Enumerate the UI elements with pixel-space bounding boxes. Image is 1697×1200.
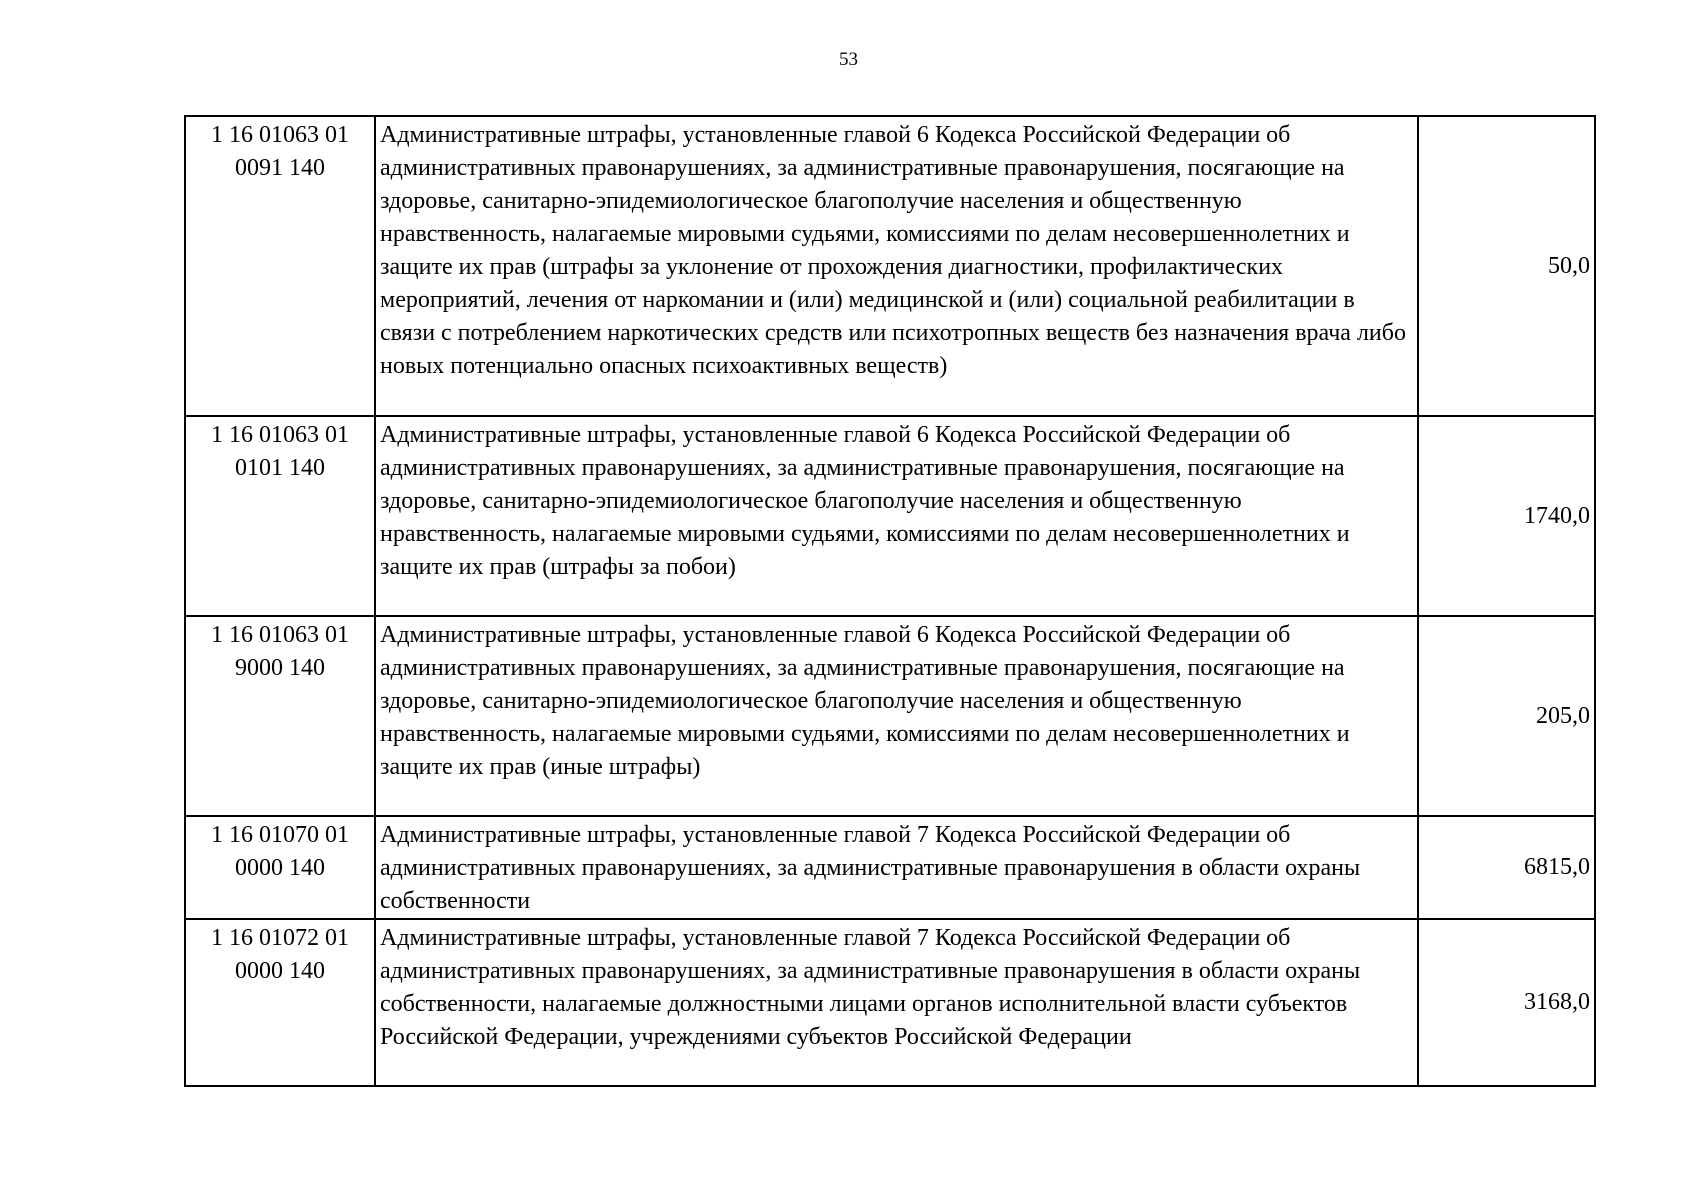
- table-row: [185, 919, 1595, 1086]
- budget-code-cell: [185, 816, 375, 919]
- budget-code-line: 0000 140: [235, 958, 325, 984]
- table-row: [185, 116, 1595, 416]
- revenue-name-cell: Административные штрафы, установленные главой 6 Кодекса Российской Федерации об административных правонарушениях, за административные правонарушения, посягающие на здоровье, санитарно-эпидемиологическое благополучие населения и общественную нравственность, налагаемые мировыми судьями, комиссиями по делам несовершеннолетних и защите их прав (иные штрафы): [375, 616, 1418, 816]
- budget-code-cell: [185, 116, 375, 416]
- budget-code-line: 0091 140: [235, 155, 325, 181]
- revenue-name-cell: Административные штрафы, установленные главой 6 Кодекса Российской Федерации об административных правонарушениях, за административные правонарушения, посягающие на здоровье, санитарно-эпидемиологическое благополучие населения и общественную нравственность, налагаемые мировыми судьями, комиссиями по делам несовершеннолетних и защите их прав (штрафы за побои): [375, 416, 1418, 616]
- budget-code-line: 1 16 01070 01: [211, 822, 349, 848]
- budget-code-line: 1 16 01063 01: [211, 122, 349, 148]
- amount-cell: 6815,0: [1418, 816, 1595, 919]
- amount-cell: 205,0: [1418, 616, 1595, 816]
- budget-code-line: 0000 140: [235, 855, 325, 881]
- budget-code-cell: [185, 919, 375, 1086]
- revenue-table: [184, 115, 1596, 1087]
- table-row: [185, 616, 1595, 816]
- amount-cell: 50,0: [1418, 116, 1595, 416]
- table-row: [185, 416, 1595, 616]
- budget-code-cell: [185, 416, 375, 616]
- budget-code-line: 1 16 01063 01: [211, 422, 349, 448]
- revenue-name-cell: Административные штрафы, установленные главой 7 Кодекса Российской Федерации об административных правонарушениях, за административные правонарушения в области охраны собственности: [375, 816, 1418, 919]
- budget-code-line: 1 16 01063 01: [211, 622, 349, 648]
- page-number: 53: [839, 49, 858, 70]
- table-row: [185, 816, 1595, 919]
- revenue-name-cell: Административные штрафы, установленные главой 6 Кодекса Российской Федерации об административных правонарушениях, за административные правонарушения, посягающие на здоровье, санитарно-эпидемиологическое благополучие населения и общественную нравственность, налагаемые мировыми судьями, комиссиями по делам несовершеннолетних и защите их прав (штрафы за уклонение от прохождения диагностики, профилактических мероприятий, лечения от наркомании и (или) медицинской и (или) социальной реабилитации в связи с потреблением наркотических средств или психотропных веществ без назначения врача либо новых потенциально опасных психоактивных веществ): [375, 116, 1418, 416]
- revenue-name-cell: Административные штрафы, установленные главой 7 Кодекса Российской Федерации об административных правонарушениях, за административные правонарушения в области охраны собственности, налагаемые должностными лицами органов исполнительной власти субъектов Российской Федерации, учреждениями субъектов Российской Федерации: [375, 919, 1418, 1086]
- amount-cell: 3168,0: [1418, 919, 1595, 1086]
- budget-code-line: 0101 140: [235, 455, 325, 481]
- amount-cell: 1740,0: [1418, 416, 1595, 616]
- budget-code-cell: [185, 616, 375, 816]
- budget-code-line: 1 16 01072 01: [211, 925, 349, 951]
- budget-code-line: 9000 140: [235, 655, 325, 681]
